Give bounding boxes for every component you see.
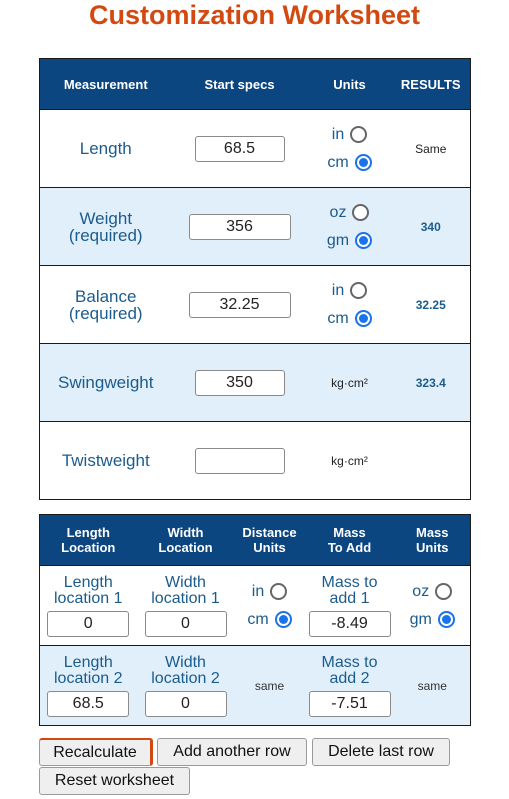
length-cm-radio[interactable] — [355, 154, 372, 171]
length-location-label: Length location 2 — [54, 653, 123, 687]
width-location-label: Width location 1 — [151, 573, 220, 607]
length-input[interactable] — [195, 136, 285, 162]
header-mass-to-add: Mass To Add — [305, 515, 395, 566]
unit-in-label: in — [331, 125, 345, 143]
mass-row-2 — [40, 646, 471, 726]
width-location-label: Width location 2 — [151, 653, 220, 687]
mass-to-add-label: Mass to add 2 — [321, 653, 378, 687]
swingweight-input[interactable] — [195, 370, 285, 396]
weight-input[interactable] — [189, 214, 291, 240]
header-units: Units — [308, 59, 392, 110]
unit-cm-label: cm — [327, 309, 349, 327]
length-in-radio[interactable] — [350, 126, 367, 143]
mass-header-row — [40, 515, 471, 566]
mass-to-add-input[interactable] — [309, 611, 391, 637]
swingweight-unit: kg·cm² — [331, 375, 368, 390]
length-result: Same — [415, 141, 447, 156]
row-twistweight — [40, 422, 471, 500]
row-balance — [40, 266, 471, 344]
add-row-button[interactable]: Add another row — [157, 738, 307, 766]
row-weight — [40, 188, 471, 266]
header-start-specs: Start specs — [172, 59, 308, 110]
length-location-input[interactable] — [47, 691, 129, 717]
length-location-label: Length location 1 — [54, 573, 123, 607]
row-swingweight — [40, 344, 471, 422]
balance-input[interactable] — [189, 292, 291, 318]
swingweight-label: Swingweight — [58, 373, 154, 392]
distance-in-radio[interactable] — [270, 583, 287, 600]
length-label: Length — [79, 139, 132, 158]
balance-label: Balance (required) — [68, 286, 143, 323]
specs-header-row — [40, 59, 471, 110]
twistweight-input[interactable] — [195, 448, 285, 474]
weight-oz-radio[interactable] — [352, 204, 369, 221]
header-measurement: Measurement — [40, 59, 172, 110]
reset-worksheet-button[interactable]: Reset worksheet — [39, 767, 190, 795]
unit-in-label: in — [251, 582, 265, 600]
page-title: Customization Worksheet — [88, 0, 421, 30]
weight-result: 340 — [420, 219, 441, 234]
row-length — [40, 110, 471, 188]
header-width-location: Width Location — [137, 515, 235, 566]
twistweight-label: Twistweight — [61, 451, 150, 470]
width-location-input[interactable] — [145, 691, 227, 717]
swingweight-result: 323.4 — [415, 375, 446, 390]
header-results: RESULTS — [392, 59, 471, 110]
mass-to-add-input[interactable] — [309, 691, 391, 717]
weight-label: Weight (required) — [68, 208, 143, 245]
mass-table — [39, 514, 471, 726]
unit-gm-label: gm — [326, 231, 350, 249]
distance-cm-radio[interactable] — [275, 611, 292, 628]
recalculate-button[interactable]: Recalculate — [39, 738, 153, 766]
header-mass-units: Mass Units — [395, 515, 471, 566]
mass-to-add-label: Mass to add 1 — [321, 573, 378, 607]
mass-gm-radio[interactable] — [438, 611, 455, 628]
header-length-location: Length Location — [40, 515, 137, 566]
specs-table — [39, 58, 471, 500]
balance-cm-radio[interactable] — [355, 310, 372, 327]
balance-result: 32.25 — [415, 297, 446, 312]
balance-in-radio[interactable] — [350, 282, 367, 299]
twistweight-unit: kg·cm² — [331, 453, 368, 468]
weight-gm-radio[interactable] — [355, 232, 372, 249]
unit-oz-label: oz — [329, 203, 347, 221]
mass-same-text: same — [417, 678, 447, 693]
header-distance-units: Distance Units — [235, 515, 305, 566]
unit-gm-label: gm — [409, 610, 432, 628]
length-location-input[interactable] — [47, 611, 129, 637]
width-location-input[interactable] — [145, 611, 227, 637]
mass-row-1 — [40, 566, 471, 646]
delete-row-button[interactable]: Delete last row — [312, 738, 450, 766]
mass-oz-radio[interactable] — [435, 583, 452, 600]
unit-in-label: in — [331, 281, 345, 299]
distance-same-text: same — [254, 678, 285, 693]
unit-oz-label: oz — [412, 582, 430, 600]
unit-cm-label: cm — [327, 153, 349, 171]
unit-cm-label: cm — [247, 610, 269, 628]
